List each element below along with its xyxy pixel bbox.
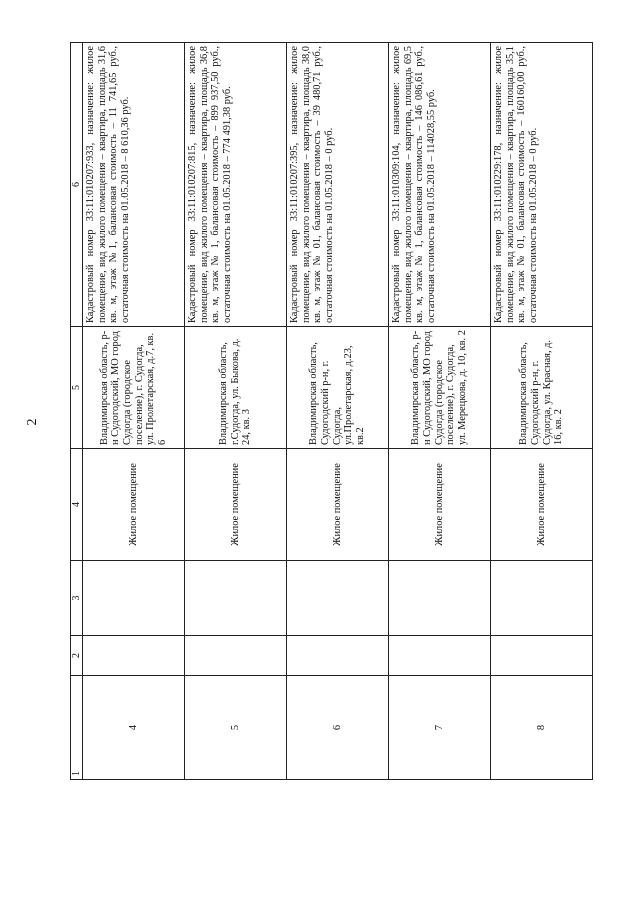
property-address: Владимирская область, р-н Судогодский, МО город Судогда (городское поселение), г. Судогда, ул. Пролетарская, д.7, кв. 6 (83, 327, 185, 449)
property-address: Владимирская область, р-н Судогодский, МО город Судогда (городское поселение), г. Судогда, ул. Мерецкова, д. 10, кв. 2 (389, 327, 491, 449)
column-header-5: 5 (71, 327, 83, 449)
property-description: Кадастровый номер 33:11:010229:178, назначение: жилое помещение, вид жилого помещения – квартира, площадь 35,1 кв. м, этаж № 01, балансовая стоимость – 160160,00 руб., остаточная стоимость на 01.05.2018 – 0 руб. (491, 43, 593, 327)
cell-col3 (287, 561, 389, 636)
property-type: Жилое помещение (491, 449, 593, 561)
property-address: Владимирская область, г.Судогда, ул. Быкова, д. 24, кв. 3 (185, 327, 287, 449)
cell-col2 (287, 636, 389, 676)
column-header-3: 3 (71, 561, 83, 636)
row-number: 7 (389, 676, 491, 780)
column-header-1: 1 (71, 676, 83, 780)
cell-col3 (83, 561, 185, 636)
property-description: Кадастровый номер 33:11:010207:815, назначение: жилое помещение, вид жилого помещения – квартира, площадь 36,8 кв. м, этаж № 1, балансовая стоимость – 899 937,50 руб., остаточная стоимость на 01.05.2018 – 774 491,38 руб. (185, 43, 287, 327)
row-number: 5 (185, 676, 287, 780)
property-description: Кадастровый номер 33:11:010207:395, назначение: жилое помещение, вид жилого помещения – квартира, площадь 38,0 кв. м, этаж № 01, балансовая стоимость – 39 480,71 руб., остаточная стоимость на 01.05.2018 – 0 руб. (287, 43, 389, 327)
cell-col2 (83, 636, 185, 676)
table-row (287, 43, 389, 780)
table-row (83, 43, 185, 780)
cell-col2 (491, 636, 593, 676)
row-number: 8 (491, 676, 593, 780)
property-type: Жилое помещение (83, 449, 185, 561)
property-type: Жилое помещение (389, 449, 491, 561)
table-row (491, 43, 593, 780)
row-number: 4 (83, 676, 185, 780)
cell-col3 (185, 561, 287, 636)
property-description: Кадастровый номер 33:11:010309:104, назначение: жилое помещение, вид жилого помещения – квартира, площадь 69,5 кв. м, этаж № 1, балансовая стоимость – 146 086,61 руб., остаточная стоимость на 01.05.2018 – 114028,55 руб. (389, 43, 491, 327)
table-row (185, 43, 287, 780)
row-number: 6 (287, 676, 389, 780)
cell-col3 (491, 561, 593, 636)
column-header-2: 2 (71, 636, 83, 676)
table-header-row (71, 43, 83, 780)
column-header-6: 6 (71, 43, 83, 327)
property-address: Владимирская область, Судогодский р-н, г. Судогда, ул. Красная, д. 16, кв. 2 (491, 327, 593, 449)
property-description: Кадастровый номер 33:11:010207:933, назначение: жилое помещение, вид жилого помещения – квартира, площадь 31,6 кв. м, этаж №1, балансовая стоимость – 11 741,65 руб., остаточная стоимость на 01.05.2018 – 8 610,36 руб. (83, 43, 185, 327)
rotated-table-container (70, 43, 591, 780)
property-address: Владимирская область, Судогодский р-н, г. Судогда, ул.Пролетарская, д.23, кв.2 (287, 327, 389, 449)
property-type: Жилое помещение (185, 449, 287, 561)
cell-col3 (389, 561, 491, 636)
column-header-4: 4 (71, 449, 83, 561)
table-row (389, 43, 491, 780)
cell-col2 (389, 636, 491, 676)
property-table (70, 42, 593, 780)
page-number: 2 (25, 418, 40, 426)
cell-col2 (185, 636, 287, 676)
property-type: Жилое помещение (287, 449, 389, 561)
